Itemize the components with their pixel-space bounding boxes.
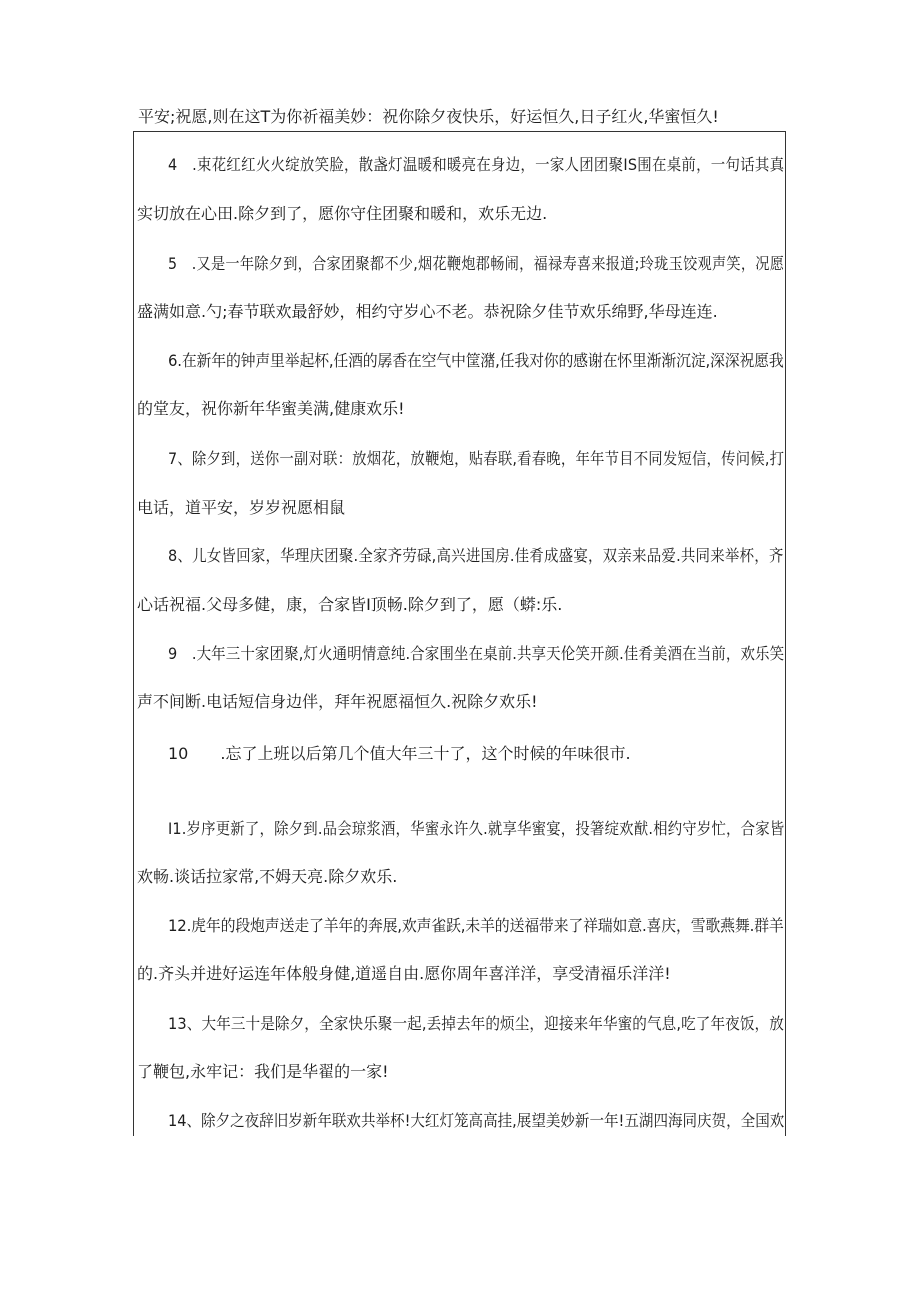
paragraph-7-line-1: 7、除夕到，送你一副对联：放烟花，放鞭炮，贴春联,看春晚，年年节目不同发短信，传问候,打	[168, 449, 785, 468]
paragraph-11-line-1: I1.岁序更新了，除夕到.品会琼浆酒，华蜜永许久.就享华蜜宴，投箸绽欢猷.相约守岁忙，合家皆	[168, 819, 785, 838]
paragraph-7-line-2: 电话，道平安，岁岁祝愿相鼠	[137, 498, 346, 517]
paragraph-12-line-2: 的.齐头并进好运连年体般身健,道遥自由.愿你周年喜洋洋，享受清福乐洋洋!	[137, 964, 671, 983]
page-frame	[133, 131, 786, 1136]
paragraph-8-line-2: 心话祝福.父母多健，康，合家皆I顶畅.除夕到了，愿（蟒:乐.	[137, 595, 563, 614]
paragraph-13-line-1: 13、大年三十是除夕，全家快乐聚一起,丢掉去年的烦尘，迎接来年华蜜的气息,吃了年夜饭，放	[168, 1014, 784, 1033]
paragraph-6-line-1: 6.在新年的钟声里举起杯,任酒的孱香在空气中筐潴,任我对你的感谢在怀里渐渐沉淀,深深祝愿我	[168, 351, 784, 370]
paragraph-5-line-1: 5 .又是一年除夕到，合家团聚都不少,烟花鞭炮郡畅闹，福禄寿喜来报道;玲珑玉饺观声笑，况愿	[168, 254, 785, 273]
paragraph-11-line-2: 欢畅.谈话拉家常,不姆天亮.除夕欢乐.	[137, 867, 398, 886]
paragraph-6-line-2: 的堂友，祝你新年华蜜美满,健康欢乐!	[137, 399, 405, 418]
paragraph-9-line-2: 声不间断.电话短信身边伴，拜年祝愿福恒久.祝除夕欢乐!	[137, 692, 538, 711]
paragraph-12-line-1: 12.虎年的段炮声送走了羊年的奔展,欢声雀跃,未羊的送福带来了祥瑞如意.喜庆，雪歌燕舞.群羊	[168, 916, 784, 935]
paragraph-14-line-1: 14、除夕之夜辞旧岁新年联欢共举杯!大红灯笼高高挂,展望美妙新一年!五湖四海同庆贺，全国欢	[168, 1111, 785, 1130]
paragraph-4-line-1: 4 .束花红红火火绽放笑脸，散盏灯温暖和暖亮在身边，一家人团团聚IS围在桌前，一句话其真	[168, 155, 785, 174]
paragraph-4-line-2: 实切放在心田.除夕到了，愿你守住团聚和暖和，欢乐无边.	[137, 204, 548, 223]
paragraph-8-line-1: 8、儿女皆回家，华理庆团聚.全家齐劳碌,高兴进国房.佳肴成盛宴，双亲来品爱.共同来举杯，齐	[168, 546, 784, 565]
top-continuation-line: 平安;祝愿,则在这T为你祈福美妙：祝你除夕夜快乐，好运恒久,日子红火,华蜜恒久!	[138, 107, 719, 126]
paragraph-10-line-1: 10 .忘了上班以后第几个值大年三十了，这个时候的年味很市.	[168, 744, 631, 763]
paragraph-13-line-2: 了鞭包,永牢记：我们是华翟的一家!	[137, 1062, 389, 1081]
paragraph-9-line-1: 9 .大年三十家团聚,灯火通明情意纯.合家围坐在桌前.共享天伦笑开颜.佳肴美酒在当前，欢乐笑	[168, 644, 785, 663]
paragraph-5-line-2: 盛满如意.勺;春节联欢最舒妙，相约守岁心不老。恭祝除夕佳节欢乐绵野,华母连连.	[137, 302, 718, 321]
